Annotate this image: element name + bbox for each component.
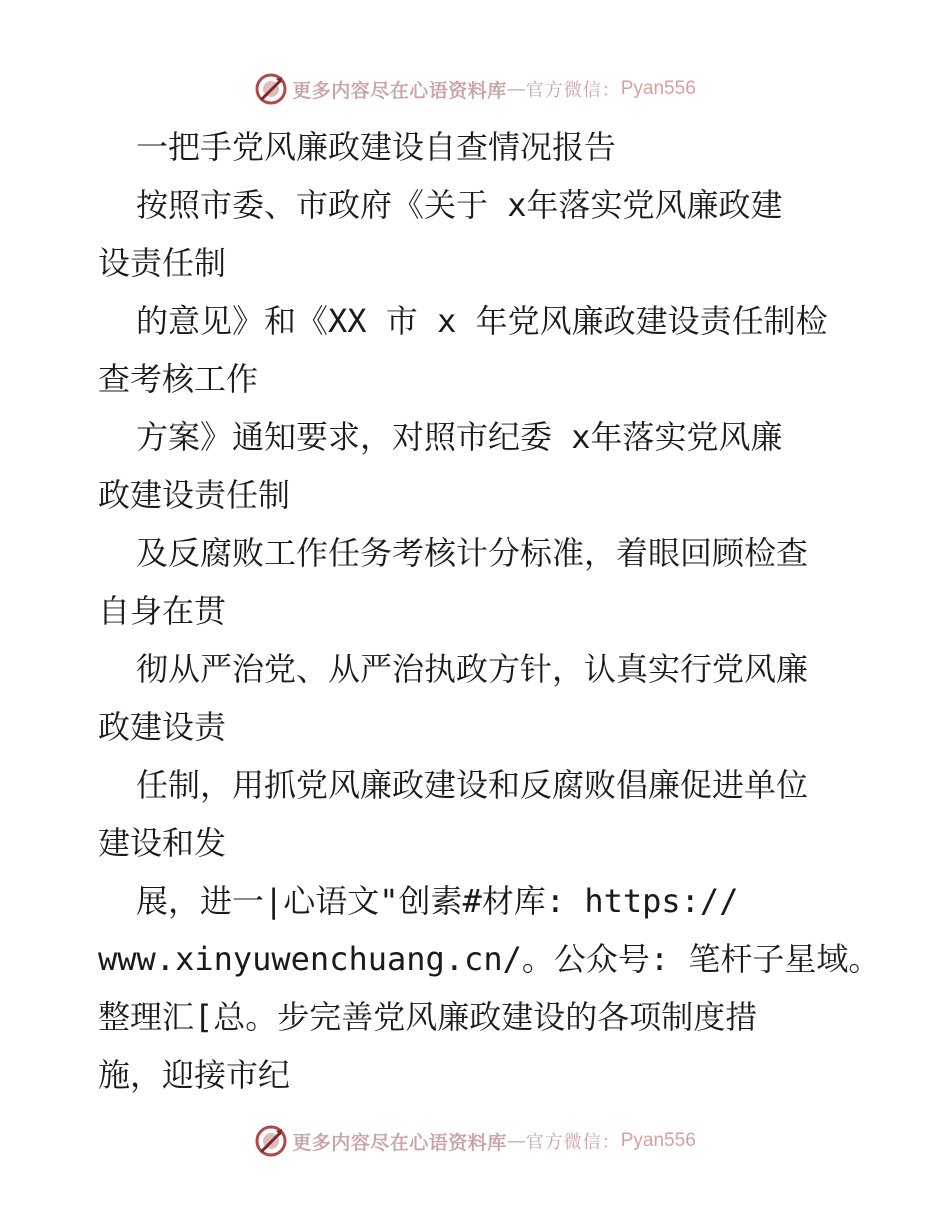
quill-logo-icon — [254, 72, 288, 106]
text-line: 建设和发 — [98, 824, 227, 862]
watermark-slogan: 更多内容尽在心语资料库 — [292, 1131, 507, 1154]
text-line: 展，进一|心语文"创素#材库: https:// — [136, 882, 739, 920]
watermark-wechat-id: Pyan556 — [620, 78, 696, 99]
text-line: 彻从严治党、从严治执政方针，认真实行党风廉 — [136, 650, 809, 688]
watermark-wechat-id: Pyan556 — [620, 1130, 696, 1151]
text-line: 方案》通知要求，对照市纪委 x年落实党风廉 — [136, 418, 783, 456]
watermark-wechat-label: 官方微信： — [525, 1132, 621, 1153]
footer-watermark-banner — [0, 1124, 950, 1158]
text-line: 按照市委、市政府《关于 x年落实党风廉政建 — [136, 186, 783, 224]
header-watermark-banner — [0, 72, 950, 106]
text-line: 政建设责 — [98, 708, 227, 746]
text-line: 的意见》和《XX 市 x 年党风廉政建设责任制检 — [136, 302, 828, 340]
text-line: 任制，用抓党风廉政建设和反腐败倡廉促进单位 — [136, 766, 809, 804]
watermark-dash: — — [506, 1130, 526, 1152]
document-title: 一把手党风廉政建设自查情况报告 — [136, 128, 617, 166]
text-line: 政建设责任制 — [98, 476, 291, 514]
watermark-slogan: 更多内容尽在心语资料库 — [292, 79, 507, 102]
document-body — [98, 118, 881, 1104]
text-line: 施，迎接市纪 — [98, 1056, 291, 1094]
text-line: 整理汇[总。步完善党风廉政建设的各项制度措 — [98, 998, 758, 1036]
quill-logo-icon — [254, 1124, 288, 1158]
text-line: 及反腐败工作任务考核计分标准，着眼回顾检查 — [136, 534, 809, 572]
watermark-wechat-label: 官方微信： — [525, 80, 621, 101]
text-line: 设责任制 — [98, 244, 227, 282]
text-line: 查考核工作 — [98, 360, 259, 398]
text-line: 自身在贯 — [98, 592, 227, 630]
watermark-dash: — — [506, 78, 526, 100]
text-line: www.xinyuwenchuang.cn/。公众号: 笔杆子星域。 — [98, 940, 881, 978]
